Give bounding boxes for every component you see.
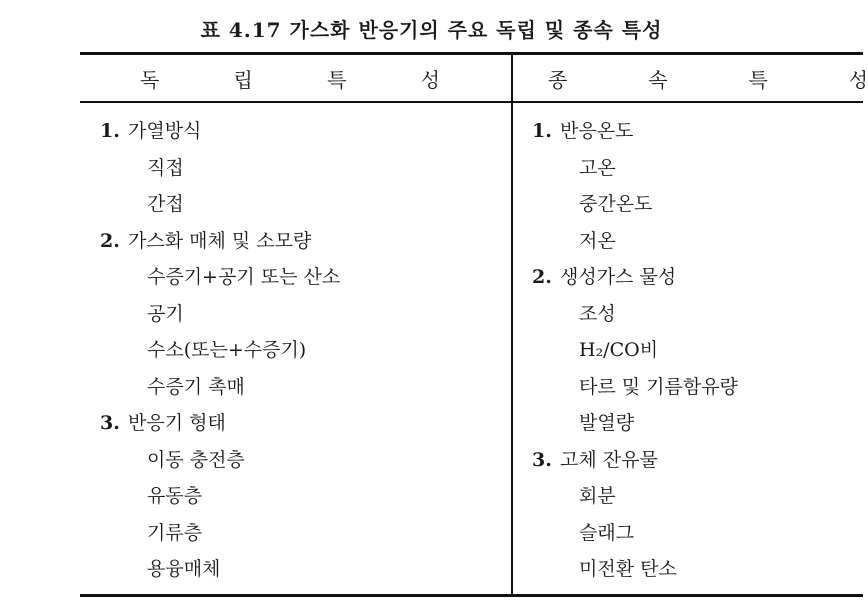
item-text: 타르 및 기름함유량	[579, 375, 738, 398]
list-item	[532, 369, 738, 406]
list-item	[532, 150, 738, 187]
category-row	[100, 223, 340, 260]
item-text: 저온	[579, 229, 616, 252]
item-number: 1.	[100, 120, 120, 142]
item-number: 3.	[100, 412, 120, 434]
item-text: 회분	[579, 485, 616, 507]
item-text: 반응기 형태	[128, 412, 226, 434]
item-text: 중간온도	[579, 193, 653, 215]
header-independent	[140, 64, 440, 93]
item-text: 용융매체	[147, 558, 221, 580]
list-item	[100, 369, 340, 406]
item-text: 조성	[579, 302, 616, 325]
item-text: 수증기+공기 또는 산소	[147, 266, 341, 288]
item-text: 슬래그	[579, 521, 635, 544]
header-char: 특	[327, 68, 347, 92]
top-rule	[80, 52, 863, 55]
column-divider	[511, 55, 513, 594]
list-item	[100, 551, 340, 588]
item-number: 1.	[532, 120, 552, 142]
list-item	[100, 150, 340, 187]
list-item	[100, 186, 340, 223]
list-item	[532, 332, 738, 369]
header-char: 특	[748, 68, 768, 92]
list-item	[100, 259, 340, 296]
header-char: 종	[548, 68, 568, 92]
item-text: 유동층	[147, 485, 203, 507]
header-char: 속	[648, 68, 668, 92]
list-item	[532, 296, 738, 333]
item-text: 고체 잔유물	[560, 448, 658, 471]
header-char: 독	[140, 68, 160, 92]
list-item	[100, 478, 340, 515]
header-char: 성	[420, 68, 440, 92]
list-item	[532, 405, 738, 442]
item-text: 이동 충전층	[147, 448, 245, 471]
item-text: 생성가스 물성	[560, 266, 677, 288]
item-text: 수증기 촉매	[147, 375, 245, 398]
list-item	[100, 442, 340, 479]
item-text: 수소(또는+수증기)	[147, 339, 307, 361]
item-text: 직접	[147, 156, 184, 179]
list-item	[100, 332, 340, 369]
independent-column	[100, 113, 340, 588]
item-number: 2.	[100, 229, 120, 252]
item-text: 간접	[147, 193, 184, 215]
list-item	[532, 551, 738, 588]
dependent-column	[532, 113, 738, 588]
category-row	[532, 442, 738, 479]
item-text: 기류층	[147, 521, 203, 544]
list-item	[532, 186, 738, 223]
list-item	[100, 296, 340, 333]
list-item	[100, 515, 340, 552]
bottom-rule	[80, 594, 863, 597]
item-number: 3.	[532, 448, 552, 471]
category-row	[532, 113, 738, 150]
table-title: 표 4.17 가스화 반응기의 주요 독립 및 종속 특성	[200, 18, 663, 42]
category-row	[100, 405, 340, 442]
item-text: 반응온도	[560, 120, 634, 142]
header-dependent	[548, 64, 868, 93]
category-row	[532, 259, 738, 296]
item-text: H₂/CO비	[579, 339, 659, 361]
category-row	[100, 113, 340, 150]
item-number: 2.	[532, 266, 552, 288]
list-item	[532, 515, 738, 552]
header-rule	[80, 101, 863, 103]
item-text: 가열방식	[128, 120, 202, 142]
item-text: 미전환 탄소	[579, 558, 677, 580]
list-item	[532, 223, 738, 260]
item-text: 발열량	[579, 412, 635, 434]
header-char: 성	[848, 68, 868, 92]
header-char: 립	[233, 68, 253, 92]
item-text: 공기	[147, 302, 184, 325]
item-text: 가스화 매체 및 소모량	[128, 229, 312, 252]
item-text: 고온	[579, 156, 616, 179]
list-item	[532, 478, 738, 515]
